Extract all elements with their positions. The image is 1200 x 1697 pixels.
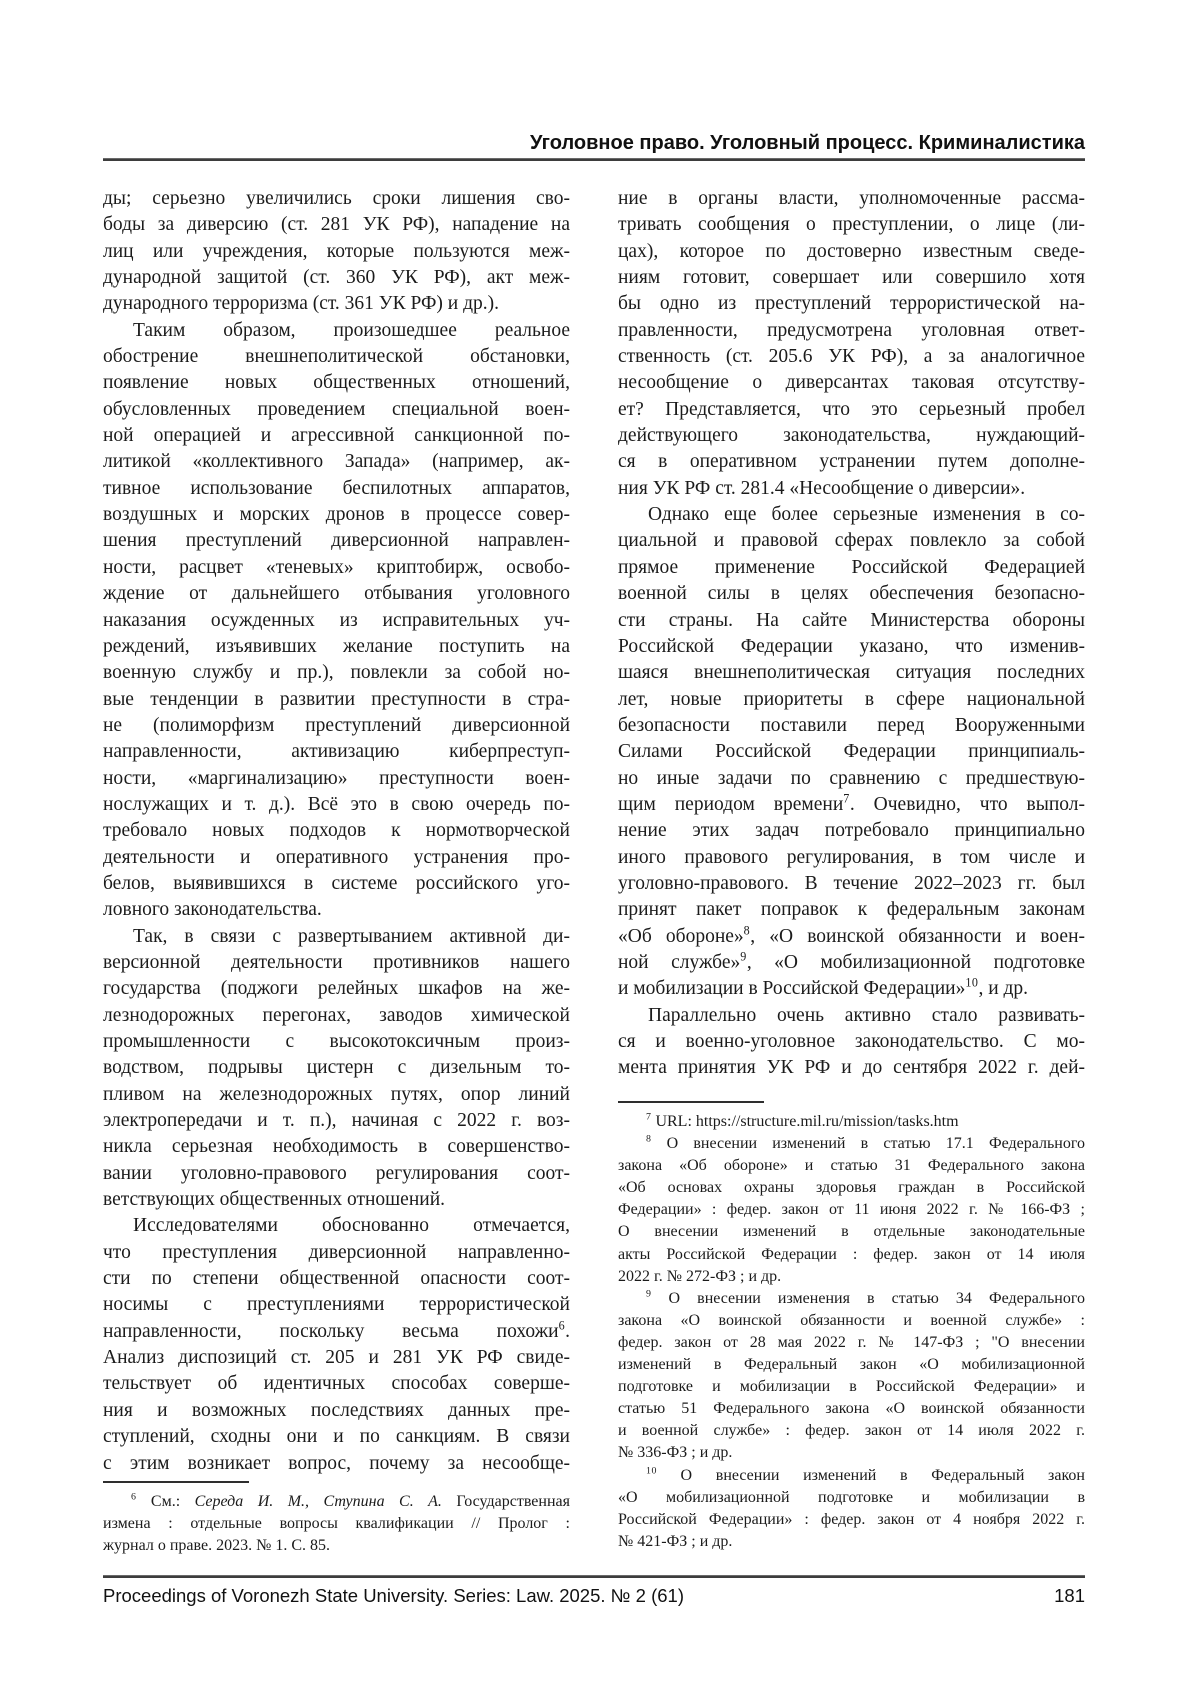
body-text-line: цах), которое по достоверно известным сведе- bbox=[618, 240, 1085, 262]
body-text-line: воздушных и морских дронов в процессе совер- bbox=[103, 504, 570, 526]
footnote-line: и военной службе» : федер. закон от 14 июля 2022 г. bbox=[618, 1422, 1085, 1440]
body-text-line: тривать сообщения о преступлении, о лице (ли- bbox=[618, 214, 1085, 236]
footnote-line: Федерации» : федер. закон от 11 июня 2022 г. № 166-ФЗ ; bbox=[618, 1201, 1085, 1219]
footnote-line: $^9$ О внесении изменения в статью 34 Федерального bbox=[646, 1288, 1085, 1307]
right-footnote-separator bbox=[618, 1101, 764, 1103]
body-text-line: ся и военно-уголовное законодательство. С мо- bbox=[618, 1031, 1085, 1052]
body-text-line: Так, в связи с развертыванием активной ди- bbox=[133, 925, 570, 947]
body-text-line: появление новых общественных отношений, bbox=[103, 372, 570, 394]
body-text-line: вании уголовно-правового регулирования соот- bbox=[103, 1162, 570, 1184]
body-text-line: несообщение о диверсантах таковая отсутству- bbox=[618, 372, 1085, 394]
running-head: Уголовное право. Уголовный процесс. Криминалистика bbox=[530, 132, 1085, 154]
body-text-line: щим периодом времени$^7$. Очевидно, что выпол- bbox=[618, 791, 1086, 815]
body-text-line: требовало новых подходов к нормотворческой bbox=[103, 820, 570, 842]
body-text-line: деятельности и оперативного устранения про- bbox=[103, 846, 570, 868]
body-text-line: носимы с преступлениями террористической bbox=[103, 1294, 570, 1316]
body-text-line: реждений, изъявивших желание поступить на bbox=[103, 635, 570, 657]
body-text-line: военную службу и пр.), повлекли за собой но- bbox=[103, 662, 570, 684]
body-text-line: что преступления диверсионной направленно- bbox=[103, 1241, 570, 1263]
body-text-line: обострение внешнеполитической обстановки, bbox=[103, 346, 570, 368]
body-text-line: ловного законодательства. bbox=[103, 899, 322, 921]
body-text-line: дународной защитой (ст. 360 УК РФ), акт меж- bbox=[103, 267, 570, 289]
right-column-footnotes bbox=[618, 1111, 1085, 1553]
body-text-line: Параллельно очень активно стало развивать- bbox=[648, 1004, 1085, 1026]
body-text-line: ся в оперативном устранении путем дополне- bbox=[618, 451, 1085, 473]
footnote-line: закона «О воинской обязанности и военной службе» : bbox=[618, 1311, 1085, 1329]
body-text-line: шаяся внешнеполитическая ситуация последних bbox=[618, 662, 1085, 684]
body-text-line: не (полиморфизм преступлений диверсионной bbox=[103, 714, 570, 736]
footnote-line: «Об основах охраны здоровья граждан в Российской bbox=[618, 1179, 1085, 1197]
footer-rule bbox=[103, 1575, 1085, 1578]
body-text-line: «Об обороне»$^8$, «О воинской обязанности и воен- bbox=[618, 923, 1086, 947]
footnote-line: Российской Федерации» : федер. закон от 4 ноября 2022 г. bbox=[618, 1510, 1085, 1528]
body-text-line: Анализ диспозиций ст. 205 и 281 УК РФ свиде- bbox=[103, 1347, 570, 1369]
body-text-line: обусловленных проведением специальной воен- bbox=[103, 398, 570, 420]
header-rule bbox=[103, 158, 1085, 161]
body-text-line: тельствует об идентичных способах соверше- bbox=[103, 1373, 570, 1395]
body-text-line: ности, расцвет «теневых» криптобирж, освобо- bbox=[103, 556, 570, 578]
body-text-line: государства (поджоги релейных шкафов на же- bbox=[103, 978, 570, 1000]
body-text-line: пливом на железнодорожных путях, опор линий bbox=[103, 1083, 570, 1105]
body-text-line: действующего законодательства, нуждающий- bbox=[618, 425, 1085, 447]
body-text-line: военной силы в целях обеспечения безопасно- bbox=[618, 583, 1085, 605]
body-text-line: ной службе»$^9$, «О мобилизационной подготовке bbox=[618, 949, 1085, 973]
footnote-line: федер. закон от 28 мая 2022 г. № 147-ФЗ ; "О внесении bbox=[618, 1333, 1085, 1351]
footnote-line: акты Российской Федерации : федер. закон от 14 июля bbox=[618, 1245, 1085, 1263]
footer-journal-title: Proceedings of Voronezh State University. Series: Law. 2025. № 2 (61) bbox=[103, 1585, 684, 1606]
body-text-line: нослужащих и т. д.). Всё это в свою очередь по- bbox=[103, 793, 570, 815]
footnote-line: измена : отдельные вопросы квалификации // Пролог : bbox=[103, 1515, 570, 1533]
body-text-line: Исследователями обоснованно отмечается, bbox=[133, 1215, 570, 1237]
body-text-line: электропередачи и т. п.), начиная с 2022 г. воз- bbox=[103, 1110, 570, 1132]
body-text-line: Российской Федерации указано, что изменив- bbox=[618, 635, 1085, 657]
body-text-line: версионной деятельности противников нашего bbox=[103, 951, 570, 973]
body-text-line: направленности, активизацию киберпреступ- bbox=[103, 741, 570, 763]
body-text-line: сти по степени общественной опасности соот- bbox=[103, 1268, 570, 1290]
body-text-line: ние в органы власти, уполномоченные рассма- bbox=[618, 188, 1085, 209]
right-column-body bbox=[618, 186, 1085, 1082]
body-text-line: шения преступлений диверсионной направлен- bbox=[103, 530, 570, 552]
body-text-line: ды; серьезно увеличились сроки лишения сво- bbox=[103, 188, 570, 209]
body-text-line: правленности, предусмотрена уголовная ответ- bbox=[618, 319, 1085, 341]
footnote-line: подготовке и мобилизации в Российской Федерации» и bbox=[618, 1378, 1085, 1396]
left-footnote-separator bbox=[103, 1481, 249, 1483]
body-text-line: иного правового регулирования, в том числе и bbox=[618, 846, 1085, 868]
body-text-line: ет? Представляется, что это серьезный пробел bbox=[618, 398, 1085, 420]
body-text-line: мента принятия УК РФ и до сентября 2022 г. дей- bbox=[618, 1057, 1085, 1079]
body-text-line: Таким образом, произошедшее реальное bbox=[133, 319, 570, 341]
body-text-line: Силами Российской Федерации принципиаль- bbox=[618, 741, 1085, 763]
footnote-line: журнал о праве. 2023. № 1. С. 85. bbox=[103, 1537, 331, 1555]
body-text-line: циальной и правовой сферах повлекло за собой bbox=[618, 530, 1085, 552]
body-text-line: ния УК РФ ст. 281.4 «Несообщение о диверсии». bbox=[618, 477, 1026, 499]
page-footer bbox=[103, 1584, 1085, 1608]
body-text-line: никла серьезная необходимость в совершенство- bbox=[103, 1136, 570, 1158]
body-text-line: водством, подрывы цистерн с дизельным то- bbox=[103, 1057, 570, 1079]
body-text-line: ности, «маргинализацию» преступности воен- bbox=[103, 767, 570, 789]
body-text-line: прямое применение Российской Федерацией bbox=[618, 556, 1085, 578]
footnote-line: изменений в Федеральный закон «О мобилизационной bbox=[618, 1356, 1085, 1374]
body-text-line: бы одно из преступлений террористической на- bbox=[618, 293, 1085, 315]
body-text-line: лет, новые приоритеты в сфере национальной bbox=[618, 688, 1085, 710]
body-text-line: промышленности с высокотоксичным произ- bbox=[103, 1031, 570, 1052]
left-column-footnotes bbox=[103, 1491, 570, 1557]
footnote-line: $^8$ О внесении изменений в статью 17.1 Федерального bbox=[646, 1133, 1085, 1153]
footnote-line: О внесении изменений в отдельные законодательные bbox=[618, 1223, 1085, 1241]
body-text-line: тивное использование беспилотных аппаратов, bbox=[103, 477, 570, 499]
body-text-line: белов, выявившихся в системе российского уго- bbox=[103, 872, 570, 894]
body-text-line: боды за диверсию (ст. 281 УК РФ), нападение на bbox=[103, 214, 570, 236]
footnote-line: $^{10}$ О внесении изменений в Федеральный закон bbox=[646, 1465, 1085, 1484]
footer-page-number: 181 bbox=[1054, 1585, 1085, 1606]
body-text-line: лиц или учреждения, которые пользуются меж- bbox=[103, 240, 570, 262]
body-text-line: лезнодорожных перегонах, заводов химической bbox=[103, 1004, 570, 1026]
body-text-line: ниям готовит, совершает или совершило хотя bbox=[618, 267, 1085, 289]
body-text-line: дународного терроризма (ст. 361 УК РФ) и др.). bbox=[103, 293, 499, 315]
body-text-line: Однако еще более серьезные изменения в со- bbox=[648, 504, 1085, 526]
body-text-line: направленности, поскольку весьма похожи$^6$. bbox=[103, 1318, 570, 1342]
body-text-line: ждение от дальнейшего отбывания уголовного bbox=[103, 583, 570, 605]
body-text-line: литикой «коллективного Запада» (например, ак- bbox=[103, 451, 570, 473]
left-column-body bbox=[103, 186, 570, 1477]
body-text-line: принят пакет поправок к федеральным законам bbox=[618, 899, 1085, 921]
footnote-line: статью 51 Федерального закона «О воинской обязанности bbox=[618, 1400, 1085, 1418]
body-text-line: сти страны. На сайте Министерства обороны bbox=[618, 609, 1085, 631]
footnote-line: № 336-ФЗ ; и др. bbox=[618, 1444, 733, 1462]
body-text-line: безопасности поставили перед Вооруженными bbox=[618, 714, 1085, 736]
body-text-line: с этим возникает вопрос, почему за несообще- bbox=[103, 1452, 570, 1474]
body-text-line: нение этих задач потребовало принципиально bbox=[618, 820, 1085, 842]
footnote-line: 2022 г. № 272-ФЗ ; и др. bbox=[618, 1267, 782, 1285]
footnote-line: «О мобилизационной подготовке и мобилизации в bbox=[618, 1488, 1085, 1506]
body-text-line: и мобилизации в Российской Федерации»$^{10}$, и др. bbox=[618, 975, 1029, 1000]
footnote-line: $^6$ См.: Середа И. М., Ступина С. А. Государственная bbox=[131, 1491, 570, 1510]
body-text-line: ния и возможных последствиях данных пре- bbox=[103, 1399, 570, 1421]
body-text-line: ветствующих общественных отношений. bbox=[103, 1189, 446, 1211]
body-text-line: ступлений, сходны они и по санкциям. В связи bbox=[103, 1426, 570, 1448]
body-text-line: уголовно-правового. В течение 2022–2023 гг. был bbox=[618, 872, 1085, 894]
body-text-line: но иные задачи по сравнению с предшествую- bbox=[618, 767, 1085, 789]
body-text-line: ственность (ст. 205.6 УК РФ), а за аналогичное bbox=[618, 346, 1085, 368]
footnote-line: закона «Об обороне» и статью 31 Федерального закона bbox=[618, 1157, 1085, 1175]
body-text-line: вые тенденции в развитии преступности в стра- bbox=[103, 688, 570, 710]
body-text-line: ной операцией и агрессивной санкционной по- bbox=[103, 425, 570, 447]
footnote-line: $^7$ URL: https://structure.mil.ru/mission/tasks.htm bbox=[646, 1111, 959, 1130]
body-text-line: наказания осужденных из исправительных уч- bbox=[103, 609, 570, 631]
footnote-line: № 421-ФЗ ; и др. bbox=[618, 1532, 733, 1550]
